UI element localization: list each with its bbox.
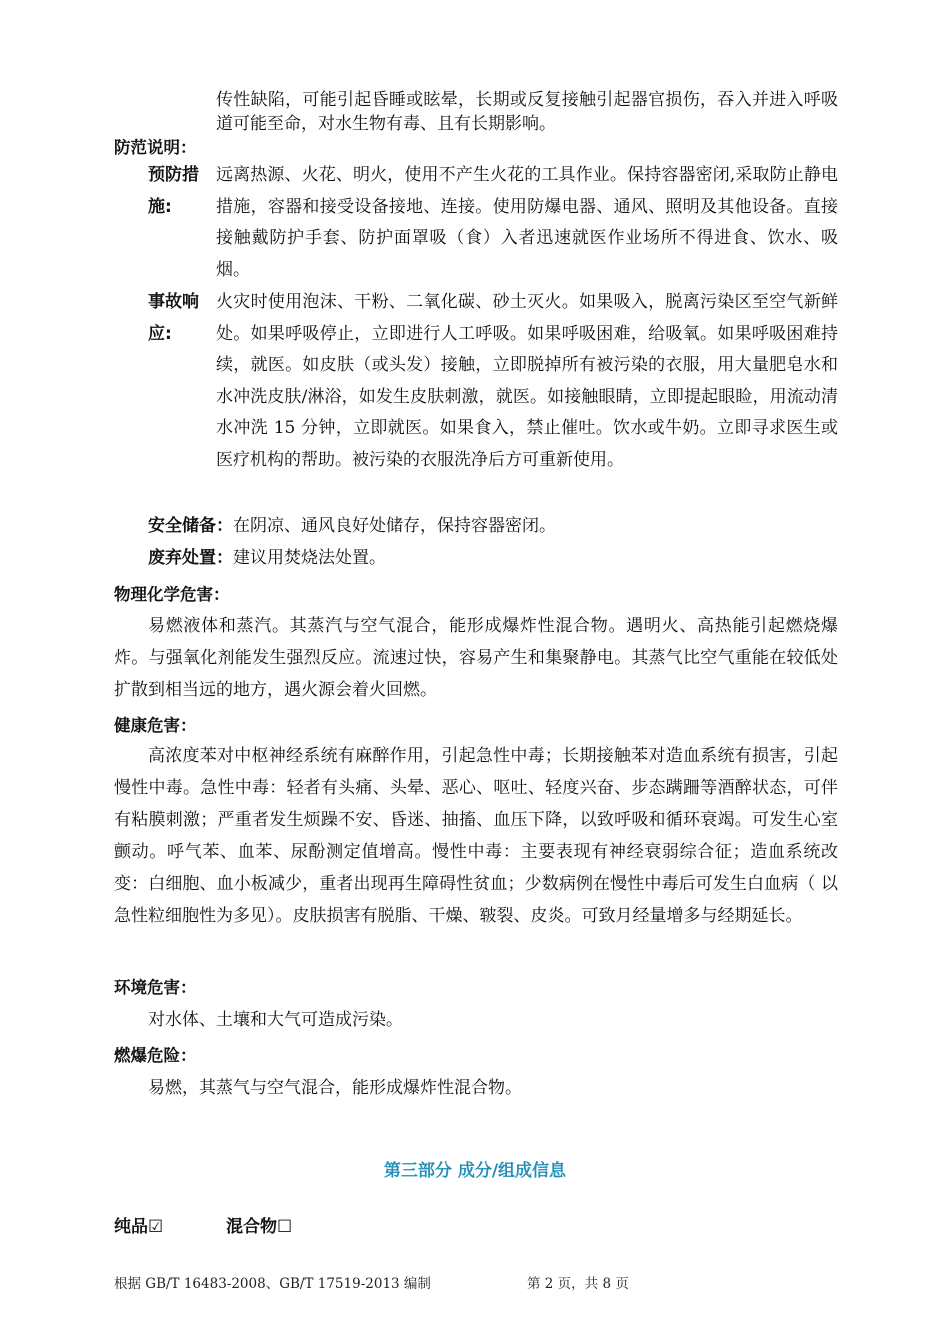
environment-text: 对水体、土壤和大气可造成污染。 [148, 1010, 403, 1030]
storage-text: 在阴凉、通风良好处储存，保持容器密闭。 [233, 516, 556, 536]
environment-heading: 环境危害： [114, 978, 197, 997]
pure-checkbox-label[interactable]: 纯品☑ [114, 1217, 164, 1237]
mixture-checkbox-label[interactable]: 混合物☐ [226, 1217, 293, 1237]
prevention-block [148, 160, 838, 286]
footer-page-number: 第 2 页，共 8 页 [527, 1276, 629, 1292]
footer-standard: 根据 GB/T 16483-2008、GB/T 17519-2013 编制 [114, 1276, 431, 1292]
explosion-heading: 燃爆危险： [114, 1046, 197, 1065]
storage-label: 安全储备： [148, 516, 233, 536]
precautions-heading: 防范说明： [114, 138, 197, 157]
prevention-text: 远离热源、火花、明火，使用不产生火花的工具作业。保持容器密闭,采取防止静电措施，容器和接受设备接地、连接。使用防爆电器、通风、照明及其他设备。直接接触戴防护手套、防护面罩吸（食）入者迅速就医作业场所不得进食、饮水、吸烟。 [216, 165, 838, 280]
section-3-title: 第三部分 成分/组成信息 [383, 1161, 567, 1181]
composition-type-row [114, 1212, 292, 1237]
response-block [148, 287, 838, 476]
physchem-heading: 物理化学危害： [114, 585, 230, 604]
disposal-text: 建议用焚烧法处置。 [233, 548, 386, 568]
explosion-text: 易燃，其蒸气与空气混合，能形成爆炸性混合物。 [148, 1078, 522, 1098]
disposal-line [148, 543, 386, 575]
response-text: 火灾时使用泡沫、干粉、二氧化碳、砂土灭火。如果吸入，脱离污染区至空气新鲜处。如果呼吸停止，立即进行人工呼吸。如果呼吸困难，给吸氧。如果呼吸困难持续，就医。如皮肤（或头发）接触，立即脱掉所有被污染的衣服，用大量肥皂水和水冲洗皮肤/淋浴，如发生皮肤刺激，就医。如接触眼睛，立即提起眼睑，用流动清水冲洗 15 分钟，立即就医。如果食入，禁止催吐。饮水或牛奶。立即寻求医生或医疗机构的帮助。被污染的衣服洗净后方可重新使用。 [216, 292, 838, 470]
health-heading: 健康危害： [114, 716, 197, 735]
response-label: 事故响应: [148, 292, 199, 344]
disposal-label: 废弃处置： [148, 548, 233, 568]
physchem-text: 易燃液体和蒸汽。其蒸汽与空气混合，能形成爆炸性混合物。遇明火、高热能引起燃烧爆炸。与强氧化剂能发生强烈反应。流速过快，容易产生和集聚静电。其蒸气比空气重能在较低处扩散到相当远的地方，遇火源会着火回燃。 [114, 616, 838, 700]
health-text: 高浓度苯对中枢神经系统有麻醉作用，引起急性中毒；长期接触苯对造血系统有损害，引起慢性中毒。急性中毒：轻者有头痛、头晕、恶心、呕吐、轻度兴奋、步态蹒跚等酒醉状态，可伴有粘膜刺激；严重者发生烦躁不安、昏迷、抽搐、血压下降，以致呼吸和循环衰竭。可发生心室颤动。呼气苯、血苯、尿酚测定值增高。慢性中毒：主要表现有神经衰弱综合征；造血系统改变：白细胞、血小板减少，重者出现再生障碍性贫血；少数病例在慢性中毒后可发生白血病（ 以急性粒细胞性为多见）。皮肤损害有脱脂、干燥、皲裂、皮炎。可致月经量增多与经期延长。 [114, 746, 838, 926]
continuation-text: 传性缺陷，可能引起昏睡或眩晕，长期或反复接触引起器官损伤，吞入并进入呼吸道可能至命，对水生物有毒、且有长期影响。 [216, 90, 838, 134]
storage-line [148, 511, 556, 543]
prevention-label: 预防措施: [148, 165, 199, 217]
